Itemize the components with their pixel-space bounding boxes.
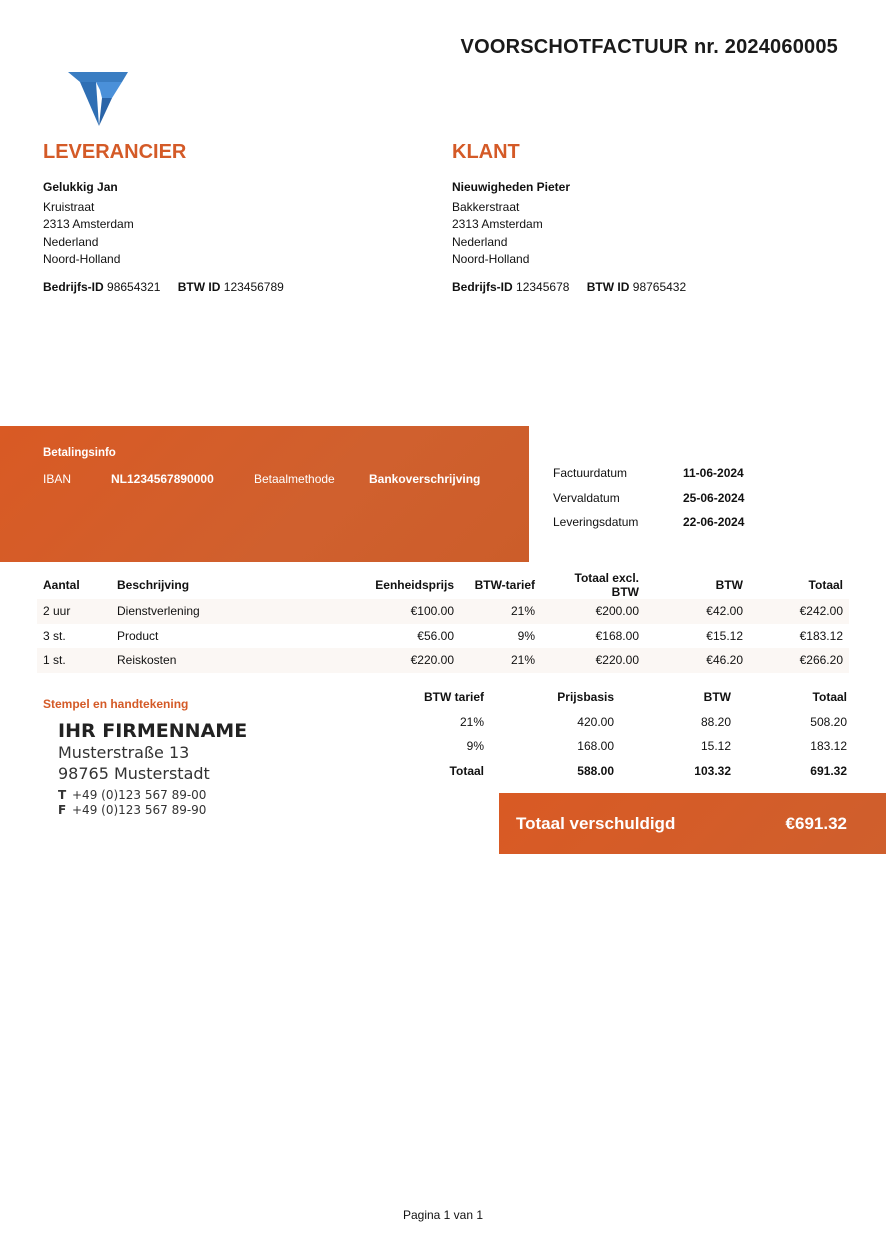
invoice-title: VOORSCHOTFACTUUR nr. 2024060005: [460, 36, 838, 58]
customer-vat-id: 98765432: [632, 279, 687, 294]
stamp-street: Musterstraße 13: [58, 743, 190, 762]
stamp-city: 98765 Musterstadt: [58, 764, 210, 783]
customer-company-id: 12345678: [516, 279, 570, 294]
col-header: BTW tarief: [424, 690, 484, 705]
cell: 21%: [510, 653, 535, 668]
supplier-vat-id-label: BTW ID: [177, 279, 221, 294]
date-label: Leveringsdatum: [553, 515, 639, 529]
supplier-block: [43, 179, 284, 296]
fax-prefix: F: [58, 803, 67, 817]
cell: Dienstverlening: [117, 604, 200, 619]
supplier-street: Kruistraat: [43, 199, 95, 214]
cell: 3 st.: [43, 628, 66, 643]
col-header: Beschrijving: [117, 578, 190, 592]
cell: 691.32: [810, 763, 847, 778]
supplier-region: Noord-Holland: [43, 252, 121, 266]
supplier-name: Gelukkig Jan: [43, 180, 118, 194]
cell: 9%: [517, 628, 535, 643]
supplier-heading: LEVERANCIER: [43, 141, 187, 163]
page-number: Pagina 1 van 1: [402, 1208, 484, 1222]
line-items-table: [37, 571, 849, 673]
cell: 9%: [466, 739, 484, 754]
col-header: Totaal: [812, 690, 847, 705]
supplier-city: 2313 Amsterdam: [43, 217, 134, 231]
cell: €266.20: [799, 653, 843, 668]
supplier-ids: [43, 279, 284, 297]
phone-number: +49 (0)123 567 89-00: [72, 788, 207, 802]
table-total-row: [390, 759, 847, 784]
customer-region: Noord-Holland: [452, 252, 530, 266]
col-header: BTW: [715, 578, 743, 592]
cell: Totaal: [449, 763, 484, 778]
col-header: Eenheidsprijs: [375, 578, 454, 592]
table-row: [37, 624, 849, 649]
company-stamp: [58, 720, 247, 818]
cell: 88.20: [700, 714, 731, 729]
supplier-company-id: 98654321: [107, 279, 161, 294]
cell: 103.32: [694, 763, 731, 778]
customer-name: Nieuwigheden Pieter: [452, 180, 571, 194]
date-value: 25-06-2024: [683, 490, 745, 505]
cell: €46.20: [706, 653, 743, 668]
customer-vat-id-label: BTW ID: [586, 279, 630, 294]
date-value: 22-06-2024: [683, 515, 745, 529]
date-label: Vervaldatum: [553, 490, 620, 505]
date-row: [553, 515, 744, 540]
customer-street: Bakkerstraat: [452, 199, 520, 214]
customer-block: [452, 179, 686, 296]
cell: €15.12: [706, 628, 743, 643]
customer-company-id-label: Bedrijfs-ID: [452, 279, 513, 294]
col-header: Totaal excl. BTW: [574, 571, 639, 599]
col-header: BTW-tarief: [474, 578, 535, 592]
table-header-row: [37, 571, 849, 599]
table-row: [37, 648, 849, 673]
supplier-company-id-label: Bedrijfs-ID: [43, 279, 104, 294]
payment-info-box: [0, 426, 529, 562]
total-due-label: Totaal verschuldigd: [516, 814, 676, 833]
cell: €56.00: [417, 628, 454, 643]
customer-ids: [452, 279, 686, 297]
table-row: [390, 710, 847, 735]
cell: €168.00: [595, 628, 639, 643]
stamp-firm-name: IHR FIRMENNAME: [58, 720, 248, 742]
date-row: [553, 466, 744, 491]
supplier-vat-id: 123456789: [223, 279, 284, 294]
date-row: [553, 491, 744, 516]
invoice-dates: [553, 466, 744, 540]
cell: 420.00: [577, 714, 614, 729]
payment-method-value: Bankoverschrijving: [369, 472, 481, 486]
stamp-phone: [58, 788, 247, 803]
cell: Reiskosten: [117, 653, 177, 668]
table-row: [37, 599, 849, 624]
cell: 2 uur: [43, 604, 71, 619]
customer-heading: KLANT: [452, 141, 520, 163]
col-header: Totaal: [808, 578, 843, 592]
iban-value: NL1234567890000: [111, 472, 214, 486]
cell: 21%: [510, 604, 535, 619]
cell: 21%: [459, 714, 484, 729]
iban-label: IBAN: [43, 472, 72, 486]
cell: 183.12: [810, 739, 847, 754]
cell: €220.00: [595, 653, 639, 668]
table-row: [390, 734, 847, 759]
fax-number: +49 (0)123 567 89-90: [72, 803, 207, 817]
payment-method-label: Betaalmethode: [254, 472, 335, 486]
cell: €100.00: [410, 604, 454, 619]
cell: Product: [117, 628, 159, 643]
cell: €183.12: [799, 628, 843, 643]
col-header: BTW: [703, 690, 731, 705]
company-logo: [66, 70, 130, 128]
cell: €220.00: [410, 653, 454, 668]
total-due-value: €691.32: [785, 814, 847, 833]
col-header: Aantal: [43, 578, 80, 592]
cell: 508.20: [810, 714, 847, 729]
stamp-fax: [58, 803, 247, 818]
cell: 588.00: [577, 763, 614, 778]
cell: €200.00: [595, 604, 639, 619]
cell: 1 st.: [43, 653, 66, 668]
phone-prefix: T: [58, 788, 67, 802]
stamp-label: Stempel en handtekening: [43, 697, 189, 711]
customer-city: 2313 Amsterdam: [452, 217, 543, 231]
cell: €242.00: [799, 604, 843, 619]
date-label: Factuurdatum: [553, 466, 628, 480]
date-value: 11-06-2024: [683, 466, 744, 480]
table-header-row: [390, 685, 847, 710]
vat-summary-table: [390, 685, 847, 783]
cell: €42.00: [706, 604, 743, 619]
col-header: Prijsbasis: [557, 690, 614, 705]
customer-country: Nederland: [452, 234, 508, 249]
payment-heading: Betalingsinfo: [43, 447, 116, 459]
cell: 15.12: [700, 739, 731, 754]
supplier-country: Nederland: [43, 234, 99, 249]
total-due-box: [499, 793, 886, 854]
cell: 168.00: [577, 739, 614, 754]
